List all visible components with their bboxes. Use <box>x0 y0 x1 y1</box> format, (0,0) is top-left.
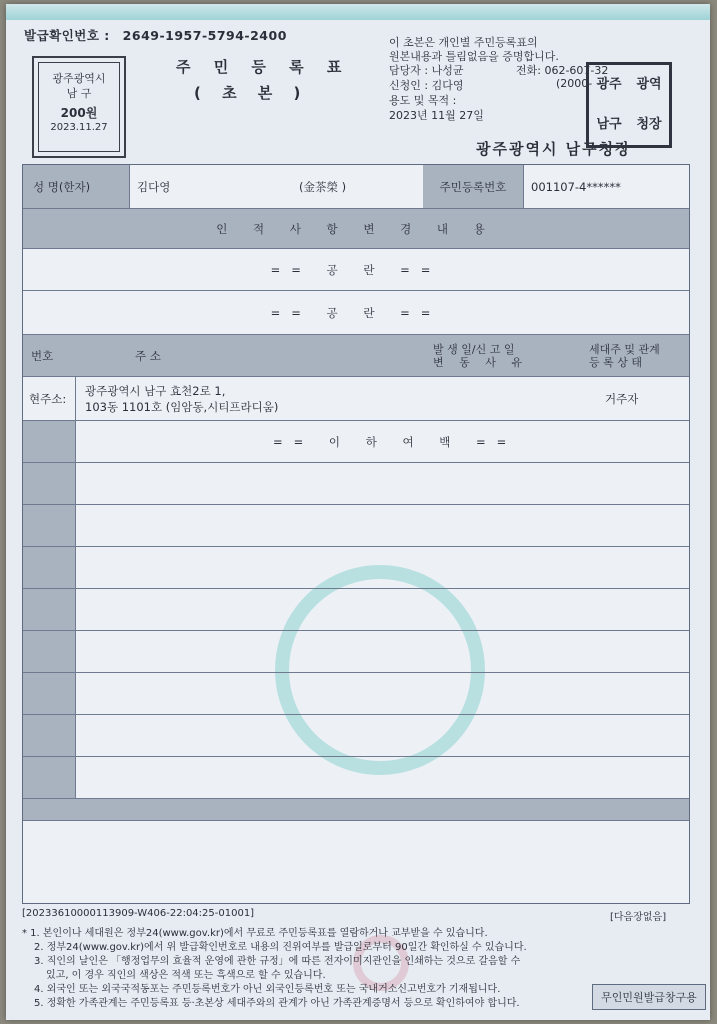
note-1: * 1. 본인이나 세대원은 정부24(www.gov.kr)에서 무료로 주민등록표를 열람하거나 교부받을 수 있습니다. <box>22 928 488 939</box>
applicant: 신청인 : 김다영 <box>389 79 464 92</box>
official-seal <box>586 62 672 148</box>
change-blank-row <box>23 249 689 291</box>
resident-status: 거주자 <box>605 391 639 406</box>
empty-row <box>23 589 689 631</box>
next-page: [다음장없음] <box>610 912 667 923</box>
current-label: 현주소: <box>29 391 67 406</box>
note-3a: 3. 직인의 날인은 「행정업무의 효율적 운영에 관한 규정」에 따른 전자이미지관인을 인쇄하는 것으로 갈음할 수 <box>34 956 521 967</box>
change-header-row <box>23 209 689 249</box>
col-rel-line2: 등 록 상 태 <box>589 355 642 369</box>
empty-row <box>23 505 689 547</box>
cert-line2: 원본내용과 틀림없음을 증명합니다. <box>389 50 559 63</box>
empty-row <box>23 673 689 715</box>
col-date-line2: 변 동 사 유 <box>433 355 528 369</box>
seal-part: 광주 <box>596 76 622 92</box>
col-no: 번호 <box>31 348 54 363</box>
issue-date: 2023년 11월 27일 <box>389 109 484 122</box>
col-address: 주 소 <box>135 348 161 363</box>
empty-row <box>23 757 689 799</box>
id-value: 001107-4****** <box>531 179 621 194</box>
id-label: 주민등록번호 <box>423 165 523 208</box>
col-date-line1: 발 생 일/신 고 일 <box>433 342 515 356</box>
fee-stamp-fee: 200원 <box>60 106 98 120</box>
kiosk-label: 무인민원발급창구용 <box>592 984 706 1010</box>
note-2: 2. 정부24(www.gov.kr)에서 위 발급확인번호로 내용의 진위여부를 발급일로부터 90일간 확인하실 수 있습니다. <box>34 942 527 953</box>
issuing-office: 광주광역시 남구청장 <box>476 140 632 158</box>
address-line2: 103동 1101호 (임암동,시티프라디움) <box>85 399 279 414</box>
current-address <box>85 377 278 420</box>
officer: 담당자 : 나성균 <box>389 64 464 77</box>
divider-row <box>23 799 689 821</box>
fee-stamp <box>32 56 126 158</box>
seal-part: 광역 <box>636 76 662 92</box>
name-value: 김다영 <box>137 179 171 194</box>
record-table <box>22 164 690 904</box>
end-marker-row <box>23 421 689 463</box>
seal-part: 남구 <box>596 116 622 132</box>
col-rel-line1: 세대주 및 관계 <box>589 342 660 356</box>
name-hanja: (金茶榮 ) <box>299 179 347 194</box>
fee-stamp-date: 2023.11.27 <box>50 122 108 133</box>
cert-line1: 이 초본은 개인별 주민등록표의 <box>389 36 538 49</box>
empty-row <box>23 547 689 589</box>
address-line1: 광주광역시 남구 효천2로 1, <box>85 383 226 398</box>
document-paper <box>6 4 710 1020</box>
issue-label: 발급확인번호 : <box>24 28 110 43</box>
address-header-row <box>23 335 689 377</box>
empty-row <box>23 715 689 757</box>
change-blank-row <box>23 291 689 335</box>
purpose: 용도 및 목적 : <box>389 94 457 107</box>
seal-part: 청장 <box>636 116 662 132</box>
note-3b: 있고, 이 경우 직인의 색상은 적색 또는 흑색으로 할 수 있습니다. <box>46 970 326 981</box>
document-code: [20233610000113909-W406-22:04:25-01001] <box>22 908 255 919</box>
fee-stamp-district: 남 구 <box>66 87 92 100</box>
empty-row <box>23 631 689 673</box>
end-marker: == 이 하 여 백 == <box>273 434 518 449</box>
phone: 전화: 062-607-32 <box>516 64 609 77</box>
name-label: 성 명(한자) <box>23 165 129 208</box>
note-4: 4. 외국인 또는 외국국적동포는 주민등록번호가 아닌 외국인등록번호 또는 국내거소신고번호가 기재됩니다. <box>34 984 501 995</box>
name-row <box>23 165 689 209</box>
note-5: 5. 정확한 가족관계는 주민등록표 등·초본상 세대주와의 관계가 아닌 가족관계증명서 등으로 확인하여야 합니다. <box>34 998 520 1009</box>
doc-title: 주 민 등 록 표 <box>176 58 351 76</box>
phone-extension: (2000- <box>556 77 593 90</box>
empty-row <box>23 463 689 505</box>
fee-stamp-city: 광주광역시 <box>52 72 106 85</box>
top-band <box>6 4 710 20</box>
empty-row <box>23 821 689 905</box>
issue-confirmation <box>24 26 287 44</box>
doc-subtitle: ( 초 본 ) <box>194 84 309 102</box>
current-address-row <box>23 377 689 421</box>
change-header: 인 적 사 항 변 경 내 용 <box>216 221 496 236</box>
change-blank-2: == 공 란 == <box>270 305 442 320</box>
change-blank-1: == 공 란 == <box>270 262 442 277</box>
issue-number: 2649-1957-5794-2400 <box>122 28 287 43</box>
col-date <box>433 335 528 376</box>
col-relation <box>589 335 660 376</box>
